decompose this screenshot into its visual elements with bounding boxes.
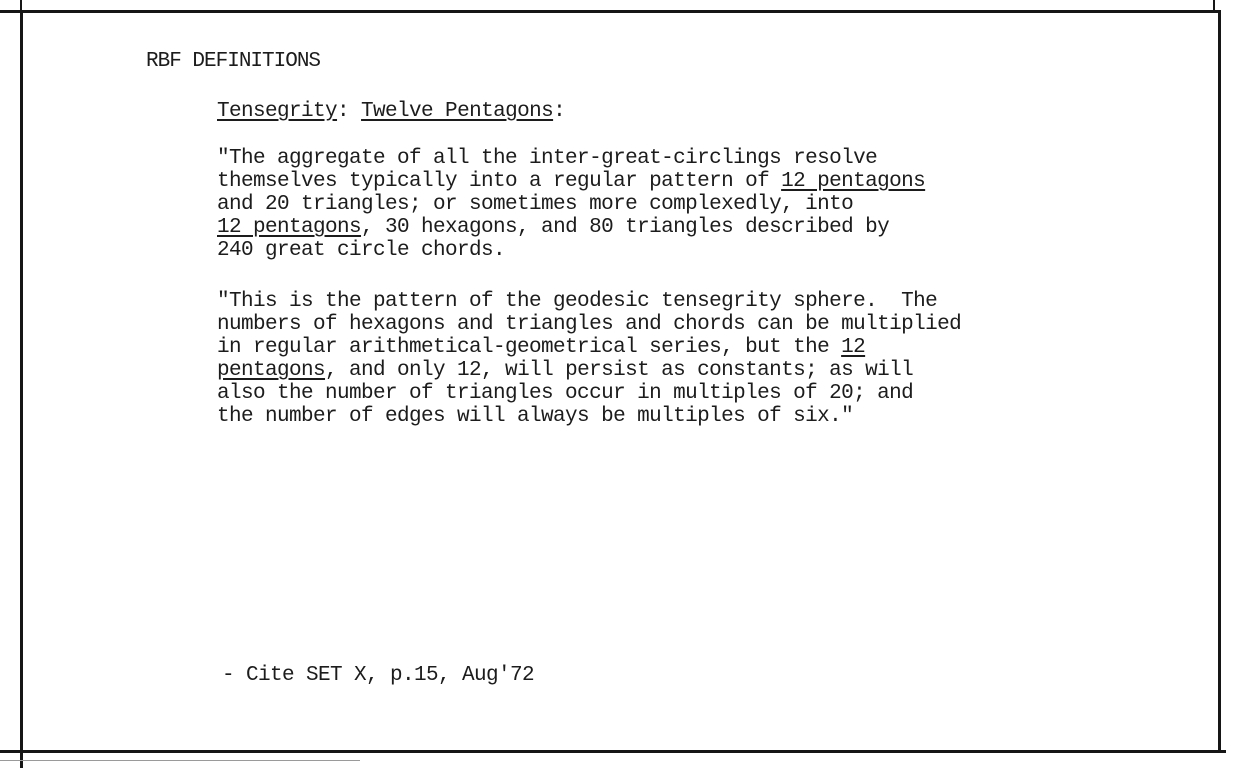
subterm-title: Twelve Pentagons [361, 100, 554, 123]
quote1-line-5: 240 great circle chords. [217, 239, 506, 262]
definition-title [217, 100, 565, 123]
quote1-line-2: themselves typically into a regular pattern of [217, 170, 782, 193]
quote-paragraph-2 [217, 290, 961, 428]
quote2-line-2: numbers of hexagons and triangles and chords can be multiplied [217, 313, 962, 336]
quote2-line-4: , and only 12, will persist as constants; as will [325, 359, 914, 382]
quote2-line-1: "This is the pattern of the geodesic tensegrity sphere. The [217, 290, 938, 313]
quote1-line-3: and 20 triangles; or sometimes more complexedly, into [217, 193, 854, 216]
quote2-line-3: in regular arithmetical-geometrical series, but the [217, 336, 842, 359]
card-border-left [20, 10, 23, 768]
quote1-line-1: "The aggregate of all the inter-great-circlings resolve [217, 147, 878, 170]
card-border-stub-right [1213, 0, 1215, 12]
quote1-underlined-pentagons-2: 12 pentagons [217, 216, 362, 239]
card-border-bottom-tail [0, 760, 360, 761]
title-colon: : [553, 100, 566, 123]
quote2-line-5: also the number of triangles occur in multiples of 20; and [217, 382, 914, 405]
quote2-line-6: the number of edges will always be multiples of six." [217, 405, 854, 428]
card-border-top [0, 10, 1220, 13]
card-heading: RBF DEFINITIONS [146, 50, 321, 73]
quote2-underlined-12: 12 [841, 336, 866, 359]
quote-paragraph-1 [217, 147, 925, 262]
term-title: Tensegrity [217, 100, 338, 123]
quote1-line-4: , 30 hexagons, and 80 triangles described by [361, 216, 890, 239]
card-border-right [1218, 10, 1221, 752]
card-border-bottom [0, 750, 1226, 753]
quote1-underlined-pentagons-1: 12 pentagons [781, 170, 926, 193]
title-separator: : [337, 100, 362, 123]
citation: - Cite SET X, p.15, Aug'72 [222, 664, 535, 687]
quote2-underlined-pentagons: pentagons [217, 359, 326, 382]
